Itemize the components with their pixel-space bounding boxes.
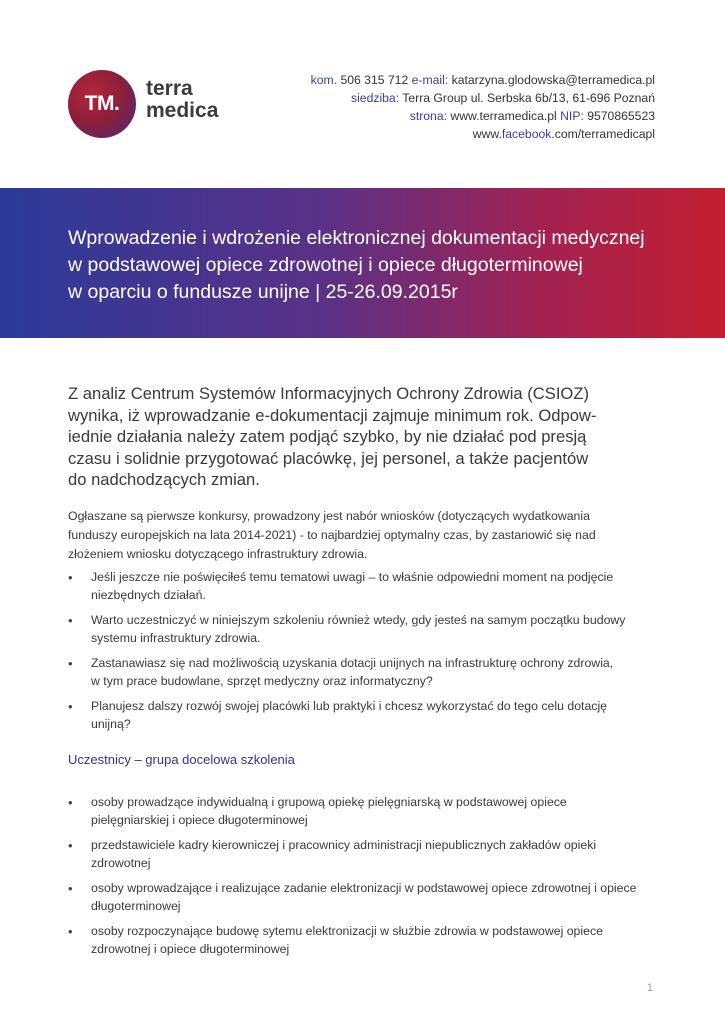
lead-paragraph	[68, 383, 658, 491]
list-item	[68, 569, 658, 604]
bullet-icon: •	[68, 795, 73, 810]
facebook-highlight: facebook	[501, 127, 552, 141]
contact-line-address	[311, 89, 655, 107]
list-item	[68, 837, 658, 872]
contact-line-phone-email	[311, 71, 655, 89]
intro-line: funduszy europejskich na lata 2014-2021) - to najbardziej optymalny czas, by zastanowić się nad	[68, 528, 596, 542]
banner-title	[68, 225, 688, 306]
contact-line-facebook[interactable]	[311, 125, 655, 143]
bullet-icon: •	[68, 613, 73, 628]
participants-bullet-list	[68, 794, 658, 966]
list-item	[68, 794, 658, 829]
address-label: siedziba:	[351, 91, 400, 105]
website-label: strona:	[409, 109, 447, 123]
benefits-bullet-list	[68, 569, 658, 741]
lead-line: do nadchodzących zmian.	[68, 470, 260, 489]
facebook-prefix: www.	[472, 127, 502, 141]
list-item-line: niezbędnych działań.	[91, 587, 206, 602]
list-item-line: zdrowotnej i opiece długoterminowej	[91, 941, 290, 956]
logo-wordmark	[146, 78, 218, 122]
phone-label: kom.	[310, 73, 338, 87]
list-item-line: przedstawiciele kadry kierowniczej i pracownicy administracji niepublicznych zakładów opieki	[91, 838, 597, 852]
list-item-line: unijną?	[91, 716, 131, 731]
bullet-icon: •	[68, 656, 73, 671]
nip-value: 9570865523	[587, 109, 655, 123]
bullet-icon: •	[68, 881, 73, 896]
list-item-line: zdrowotnej	[91, 855, 151, 870]
lead-line: iednie działania należy zatem podjąć szybko, by nie działać pod presją	[68, 427, 587, 446]
section-heading-participants: Uczestnicy – grupa docelowa szkolenia	[68, 752, 295, 767]
list-item	[68, 880, 658, 915]
bullet-icon: •	[68, 924, 73, 939]
list-item-line: Jeśli jeszcze nie poświęciłeś temu tematowi uwagi – to właśnie odpowiedni moment na podjęcie	[91, 570, 614, 584]
list-item-line: długoterminowej	[91, 898, 181, 913]
list-item	[68, 612, 658, 647]
email-value[interactable]: katarzyna.glodowska@terramedica.pl	[451, 73, 655, 87]
website-link[interactable]: www.terramedica.pl	[450, 109, 557, 123]
banner-title-line: w podstawowej opiece zdrowotnej i opiece długoterminowej	[68, 254, 583, 276]
logo-name-line-1: terra	[146, 77, 193, 100]
intro-line: złożeniem wniosku dotyczącego infrastruktury zdrowia.	[68, 547, 368, 561]
bullet-icon: •	[68, 699, 73, 714]
intro-line: Ogłaszane są pierwsze konkursy, prowadzony jest nabór wniosków (dotyczących wydatkowania	[68, 509, 590, 523]
logo-mark-text: TM.	[84, 92, 120, 115]
contact-line-website-nip	[311, 107, 655, 125]
list-item-line: osoby rozpoczynające budowę sytemu elektronizacji w służbie zdrowia w podstawowej opiece	[91, 924, 603, 938]
list-item-line: Zastanawiasz się nad możliwością uzyskania dotacji unijnych na infrastrukturę ochrony zdrowia,	[91, 656, 614, 670]
bullet-icon: •	[68, 838, 73, 853]
facebook-suffix: .com/terramedicapl	[551, 127, 655, 141]
list-item-line: pielęgniarskiej i opiece długoterminowej	[91, 812, 308, 827]
list-item-line: Warto uczestniczyć w niniejszym szkoleniu również wtedy, gdy jesteś na samym początku budowy	[91, 613, 626, 627]
banner-title-line: Wprowadzenie i wdrożenie elektronicznej dokumentacji medycznej	[68, 227, 645, 249]
logo-mark-circle	[68, 70, 136, 138]
email-label: e-mail:	[411, 73, 449, 87]
nip-label: NIP:	[560, 109, 584, 123]
phone-value: 506 315 712	[340, 73, 409, 87]
list-item-line: Planujesz dalszy rozwój swojej placówki lub praktyki i chcesz wykorzystać do tego celu dotację	[91, 699, 608, 713]
address-value: Terra Group ul. Serbska 6b/13, 61-696 Poznań	[402, 91, 655, 105]
list-item-line: osoby prowadzące indywidualną i grupową opiekę pielęgniarską w podstawowej opiece	[91, 795, 567, 809]
logo-name-line-2: medica	[146, 99, 219, 122]
lead-line: czasu i solidnie przygotować placówkę, jej personel, a także pacjentów	[68, 448, 589, 468]
intro-paragraph	[68, 507, 658, 564]
bullet-icon: •	[68, 570, 73, 585]
list-item-line: osoby wprowadzające i realizujące zadanie elektronizacji w podstawowej opiece zdrowotnej i opiece	[91, 881, 637, 895]
contact-block	[311, 71, 655, 143]
list-item	[68, 923, 658, 958]
lead-line: Z analiz Centrum Systemów Informacyjnych Ochrony Zdrowia (CSIOZ)	[68, 384, 590, 403]
banner-title-line: w oparciu o fundusze unijne | 25-26.09.2015r	[68, 281, 458, 303]
list-item-line: systemu infrastruktury zdrowia.	[91, 630, 261, 645]
list-item-line: w tym prace budowlane, sprzęt medyczny oraz informatyczny?	[91, 673, 433, 688]
list-item	[68, 698, 658, 733]
page-number: 1	[646, 982, 653, 994]
lead-line: wynika, iż wprowadzanie e-dokumentacji zajmuje minimum rok. Odpow-	[68, 405, 597, 425]
list-item	[68, 655, 658, 690]
